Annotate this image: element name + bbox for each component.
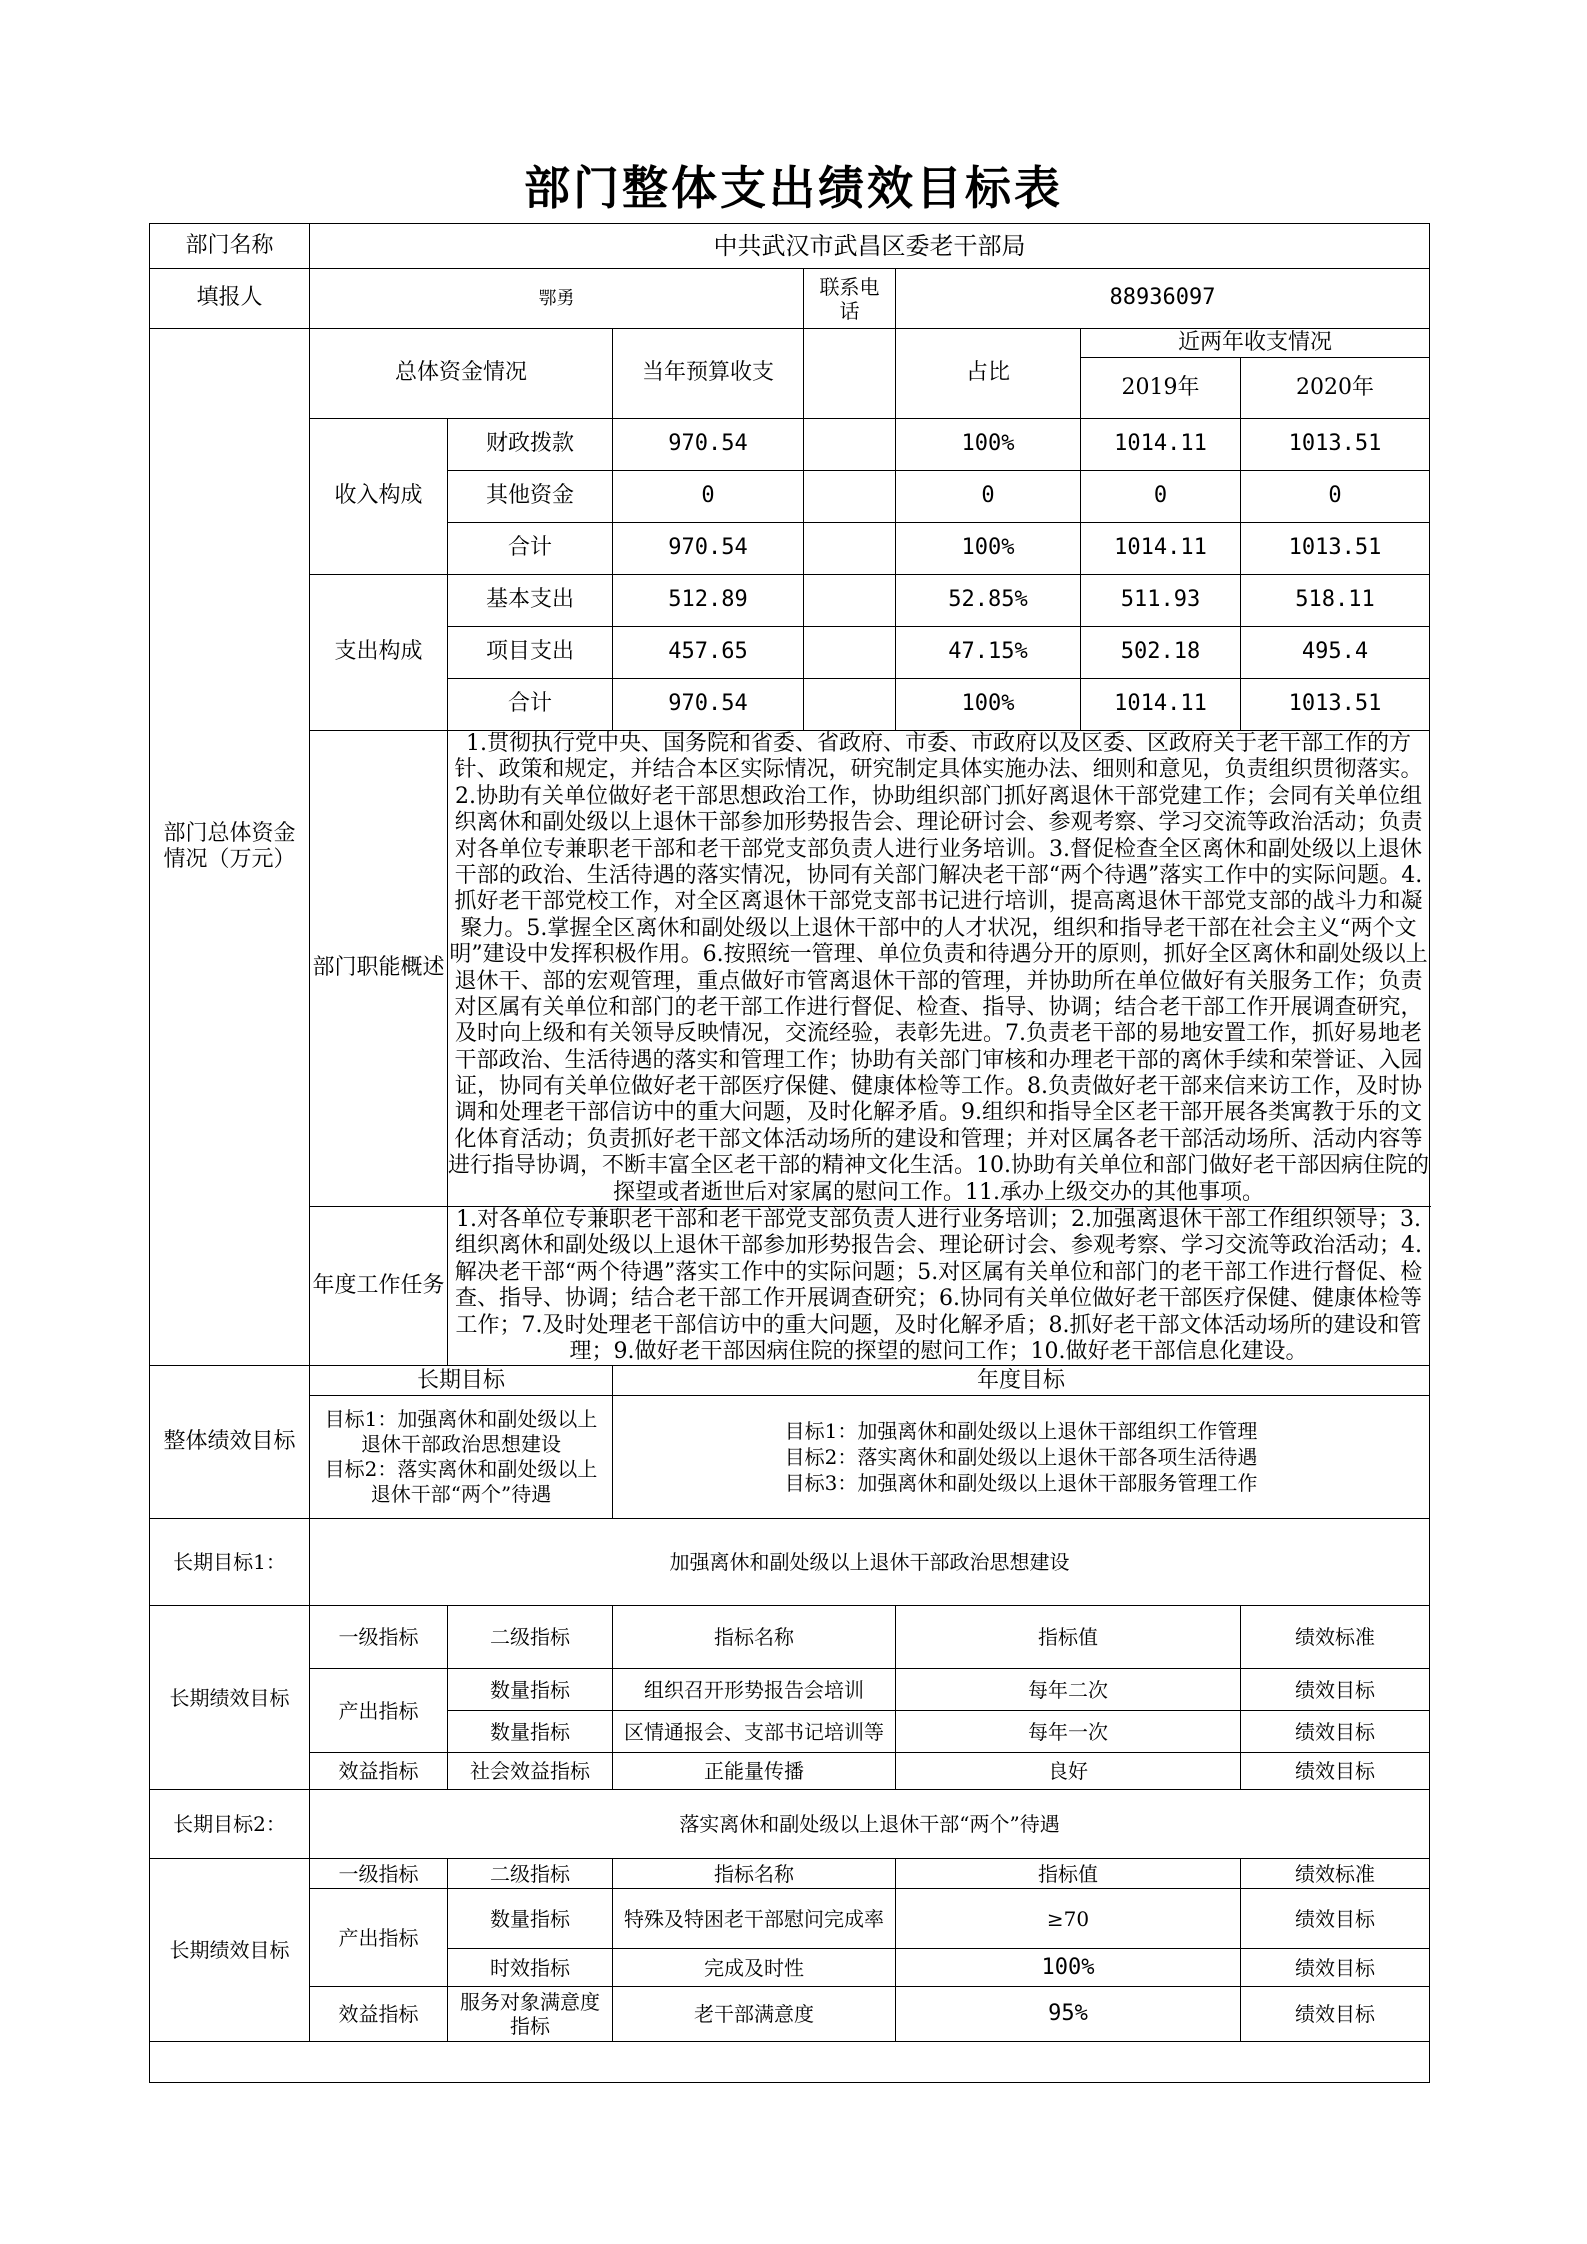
year-2020: 2020年 [1241, 358, 1430, 419]
col-recent: 近两年收支情况 [1081, 329, 1430, 358]
fund-ratio: 47.15% [896, 627, 1081, 679]
goal1-col-name: 指标名称 [613, 1606, 896, 1669]
fund-blank [804, 627, 896, 679]
dept-value: 中共武汉市武昌区委老干部局 [310, 224, 1430, 269]
fund-2020: 0 [1241, 471, 1430, 523]
blank-row [150, 2042, 1430, 2083]
fund-2020: 1013.51 [1241, 523, 1430, 575]
goal1-col-first: 一级指标 [310, 1606, 448, 1669]
indicator-first: 效益指标 [310, 1987, 448, 2042]
indicator-name: 老干部满意度 [613, 1987, 896, 2042]
fund-blank [804, 679, 896, 731]
fund-budget: 970.54 [613, 523, 804, 575]
goal2-col-value: 指标值 [896, 1859, 1241, 1889]
long-term-header: 长期目标 [310, 1366, 613, 1396]
indicator-standard: 绩效目标 [1241, 1949, 1430, 1987]
table-row [150, 1987, 1430, 2042]
fund-row [150, 419, 1430, 471]
income-label: 收入构成 [310, 419, 448, 575]
indicator-standard: 绩效目标 [1241, 1987, 1430, 2042]
fund-2020: 518.11 [1241, 575, 1430, 627]
filler-label: 填报人 [150, 269, 310, 329]
indicator-value: 良好 [896, 1753, 1241, 1790]
goal2-col-second: 二级指标 [448, 1859, 613, 1889]
indicator-second: 服务对象满意度 指标 [448, 1987, 613, 2042]
annual-goals: 目标1：加强离休和副处级以上退休干部组织工作管理 目标2：落实离休和副处级以上退休干部各项生活待遇 目标3：加强离休和副处级以上退休干部服务管理工作 [613, 1396, 1430, 1519]
indicator-standard: 绩效目标 [1241, 1889, 1430, 1949]
dept-label: 部门名称 [150, 224, 310, 269]
col-budget: 当年预算收支 [613, 329, 804, 419]
indicator-name: 区情通报会、支部书记培训等 [613, 1711, 896, 1753]
goal2-output-label: 产出指标 [310, 1889, 448, 1987]
col-overall: 总体资金情况 [310, 329, 613, 419]
goal2-row [150, 1790, 1430, 1859]
fund-ratio: 100% [896, 679, 1081, 731]
filler-value: 鄂勇 [310, 269, 804, 329]
fund-2020: 1013.51 [1241, 419, 1430, 471]
fund-2019: 0 [1081, 471, 1241, 523]
goal2-col-standard: 绩效标准 [1241, 1859, 1430, 1889]
goal2-header-row [150, 1859, 1430, 1889]
goal1-header-row [150, 1606, 1430, 1669]
fund-name: 项目支出 [448, 627, 613, 679]
functions-label: 部门职能概述 [310, 731, 448, 1207]
fund-blank [804, 523, 896, 575]
fund-row [150, 575, 1430, 627]
table-row [150, 1669, 1430, 1711]
funds-header-row [150, 329, 1430, 358]
functions-row [150, 731, 1430, 1207]
goal2-col-first: 一级指标 [310, 1859, 448, 1889]
dept-row [150, 224, 1430, 269]
table-row [150, 1889, 1430, 1949]
fund-budget: 970.54 [613, 419, 804, 471]
year-2019: 2019年 [1081, 358, 1241, 419]
col-blank [804, 329, 896, 419]
goal1-col-second: 二级指标 [448, 1606, 613, 1669]
goal1-row [150, 1519, 1430, 1606]
fund-name: 基本支出 [448, 575, 613, 627]
indicator-value: 每年一次 [896, 1711, 1241, 1753]
fund-blank [804, 471, 896, 523]
phone-value: 88936097 [896, 269, 1430, 329]
fund-ratio: 52.85% [896, 575, 1081, 627]
indicator-second: 社会效益指标 [448, 1753, 613, 1790]
filler-row [150, 269, 1430, 329]
fund-2019: 511.93 [1081, 575, 1241, 627]
fund-budget: 512.89 [613, 575, 804, 627]
expense-label: 支出构成 [310, 575, 448, 731]
fund-name: 财政拨款 [448, 419, 613, 471]
annual-tasks-row [150, 1207, 1430, 1366]
goal1-perf-label: 长期绩效目标 [150, 1606, 310, 1790]
funds-section-label: 部门总体资金 情况（万元） [150, 329, 310, 1366]
col-ratio: 占比 [896, 329, 1081, 419]
goal1-label: 长期目标1： [150, 1519, 310, 1606]
fund-2019: 502.18 [1081, 627, 1241, 679]
long-term-goals: 目标1：加强离休和副处级以上 退休干部政治思想建设 目标2：落实离休和副处级以上 退休干部“两个”待遇 [310, 1396, 613, 1519]
indicator-name: 组织召开形势报告会培训 [613, 1669, 896, 1711]
fund-2020: 495.4 [1241, 627, 1430, 679]
fund-ratio: 100% [896, 523, 1081, 575]
blank-cell [150, 2042, 1430, 2083]
indicator-second: 时效指标 [448, 1949, 613, 1987]
indicator-name: 特殊及特困老干部慰问完成率 [613, 1889, 896, 1949]
overall-body-row [150, 1396, 1430, 1519]
fund-budget: 0 [613, 471, 804, 523]
overall-label: 整体绩效目标 [150, 1366, 310, 1519]
indicator-name: 完成及时性 [613, 1949, 896, 1987]
table-row [150, 1753, 1430, 1790]
fund-blank [804, 575, 896, 627]
fund-ratio: 0 [896, 471, 1081, 523]
annual-tasks-label: 年度工作任务 [310, 1207, 448, 1366]
fund-name: 合计 [448, 679, 613, 731]
indicator-standard: 绩效目标 [1241, 1669, 1430, 1711]
goal1-col-standard: 绩效标准 [1241, 1606, 1430, 1669]
indicator-value: 100% [896, 1949, 1241, 1987]
overall-header-row [150, 1366, 1430, 1396]
indicator-second: 数量指标 [448, 1711, 613, 1753]
indicator-second: 数量指标 [448, 1669, 613, 1711]
goal1-text: 加强离休和副处级以上退休干部政治思想建设 [310, 1519, 1430, 1606]
goal1-col-value: 指标值 [896, 1606, 1241, 1669]
annual-header: 年度目标 [613, 1366, 1430, 1396]
fund-2020: 1013.51 [1241, 679, 1430, 731]
fund-blank [804, 419, 896, 471]
fund-budget: 970.54 [613, 679, 804, 731]
goal1-output-label: 产出指标 [310, 1669, 448, 1753]
page-title: 部门整体支出绩效目标表 [524, 161, 1063, 215]
indicator-value: 95% [896, 1987, 1241, 2042]
fund-2019: 1014.11 [1081, 523, 1241, 575]
performance-form-table [149, 223, 1430, 2083]
goal2-perf-label: 长期绩效目标 [150, 1859, 310, 2042]
fund-name: 合计 [448, 523, 613, 575]
fund-ratio: 100% [896, 419, 1081, 471]
goal2-label: 长期目标2： [150, 1790, 310, 1859]
fund-budget: 457.65 [613, 627, 804, 679]
indicator-value: ≥70 [896, 1889, 1241, 1949]
phone-label: 联系电 话 [804, 269, 896, 329]
annual-tasks-text: 1.对各单位专兼职老干部和老干部党支部负责人进行业务培训；2.加强离退休干部工作组织领导；3.组织离休和副处级以上退休干部参加形势报告会、理论研讨会、参观考察、学习交流等政治活动；4.解决老干部“两个待遇”落实工作中的实际问题；5.对区属有关单位和部门的老干部工作进行督促、检查、指导、协调；结合老干部工作开展调查研究；6.协同有关单位做好老干部医疗保健、健康体检等工作；7.及时处理老干部信访中的重大问题，及时化解矛盾；8.抓好老干部文体活动场所的建设和管理；9.做好老干部因病住院的探望的慰问工作；10.做好老干部信息化建设。 [448, 1207, 1430, 1366]
fund-2019: 1014.11 [1081, 419, 1241, 471]
indicator-standard: 绩效目标 [1241, 1753, 1430, 1790]
indicator-name: 正能量传播 [613, 1753, 896, 1790]
goal2-text: 落实离休和副处级以上退休干部“两个”待遇 [310, 1790, 1430, 1859]
fund-2019: 1014.11 [1081, 679, 1241, 731]
goal2-col-name: 指标名称 [613, 1859, 896, 1889]
indicator-value: 每年二次 [896, 1669, 1241, 1711]
functions-text: 1.贯彻执行党中央、国务院和省委、省政府、市委、市政府以及区委、区政府关于老干部工作的方针、政策和规定，并结合本区实际情况，研究制定具体实施办法、细则和意见，负责组织贯彻落实。2.协助有关单位做好老干部思想政治工作，协助组织部门抓好离退休干部党建工作；会同有关单位组织离休和副处级以上退休干部参加形势报告会、理论研讨会、参观考察、学习交流等政治活动；负责对各单位专兼职老干部和老干部党支部负责人进行业务培训。3.督促检查全区离休和副处级以上退休干部的政治、生活待遇的落实情况，协同有关部门解决老干部“两个待遇”落实工作中的实际问题。4.抓好老干部党校工作，对全区离退休干部党支部书记进行培训，提高离退休干部党支部的战斗力和凝聚力。5.掌握全区离休和副处级以上退休干部中的人才状况，组织和指导老干部在社会主义“两个文明”建设中发挥积极作用。6.按照统一管理、单位负责和待遇分开的原则，抓好全区离休和副处级以上退休干、部的宏观管理，重点做好市管离退休干部的管理，并协助所在单位做好有关服务工作；负责对区属有关单位和部门的老干部工作进行督促、检查、指导、协调；结合老干部工作开展调查研究，及时向上级和有关领导反映情况，交流经验，表彰先进。7.负责老干部的易地安置工作，抓好易地老干部政治、生活待遇的落实和管理工作；协助有关部门审核和办理老干部的离休手续和荣誉证、入园证，协同有关单位做好老干部医疗保健、健康体检等工作。8.负责做好老干部来信来访工作，及时协调和处理老干部信访中的重大问题，及时化解矛盾。9.组织和指导全区老干部开展各类寓教于乐的文化体育活动；负责抓好老干部文体活动场所的建设和管理；并对区属各老干部活动场所、活动内容等进行指导协调，不断丰富全区老干部的精神文化生活。10.协助有关单位和部门做好老干部因病住院的探望或者逝世后对家属的慰问工作。11.承办上级交办的其他事项。 [448, 731, 1430, 1205]
indicator-first: 效益指标 [310, 1753, 448, 1790]
fund-name: 其他资金 [448, 471, 613, 523]
indicator-standard: 绩效目标 [1241, 1711, 1430, 1753]
indicator-second: 数量指标 [448, 1889, 613, 1949]
